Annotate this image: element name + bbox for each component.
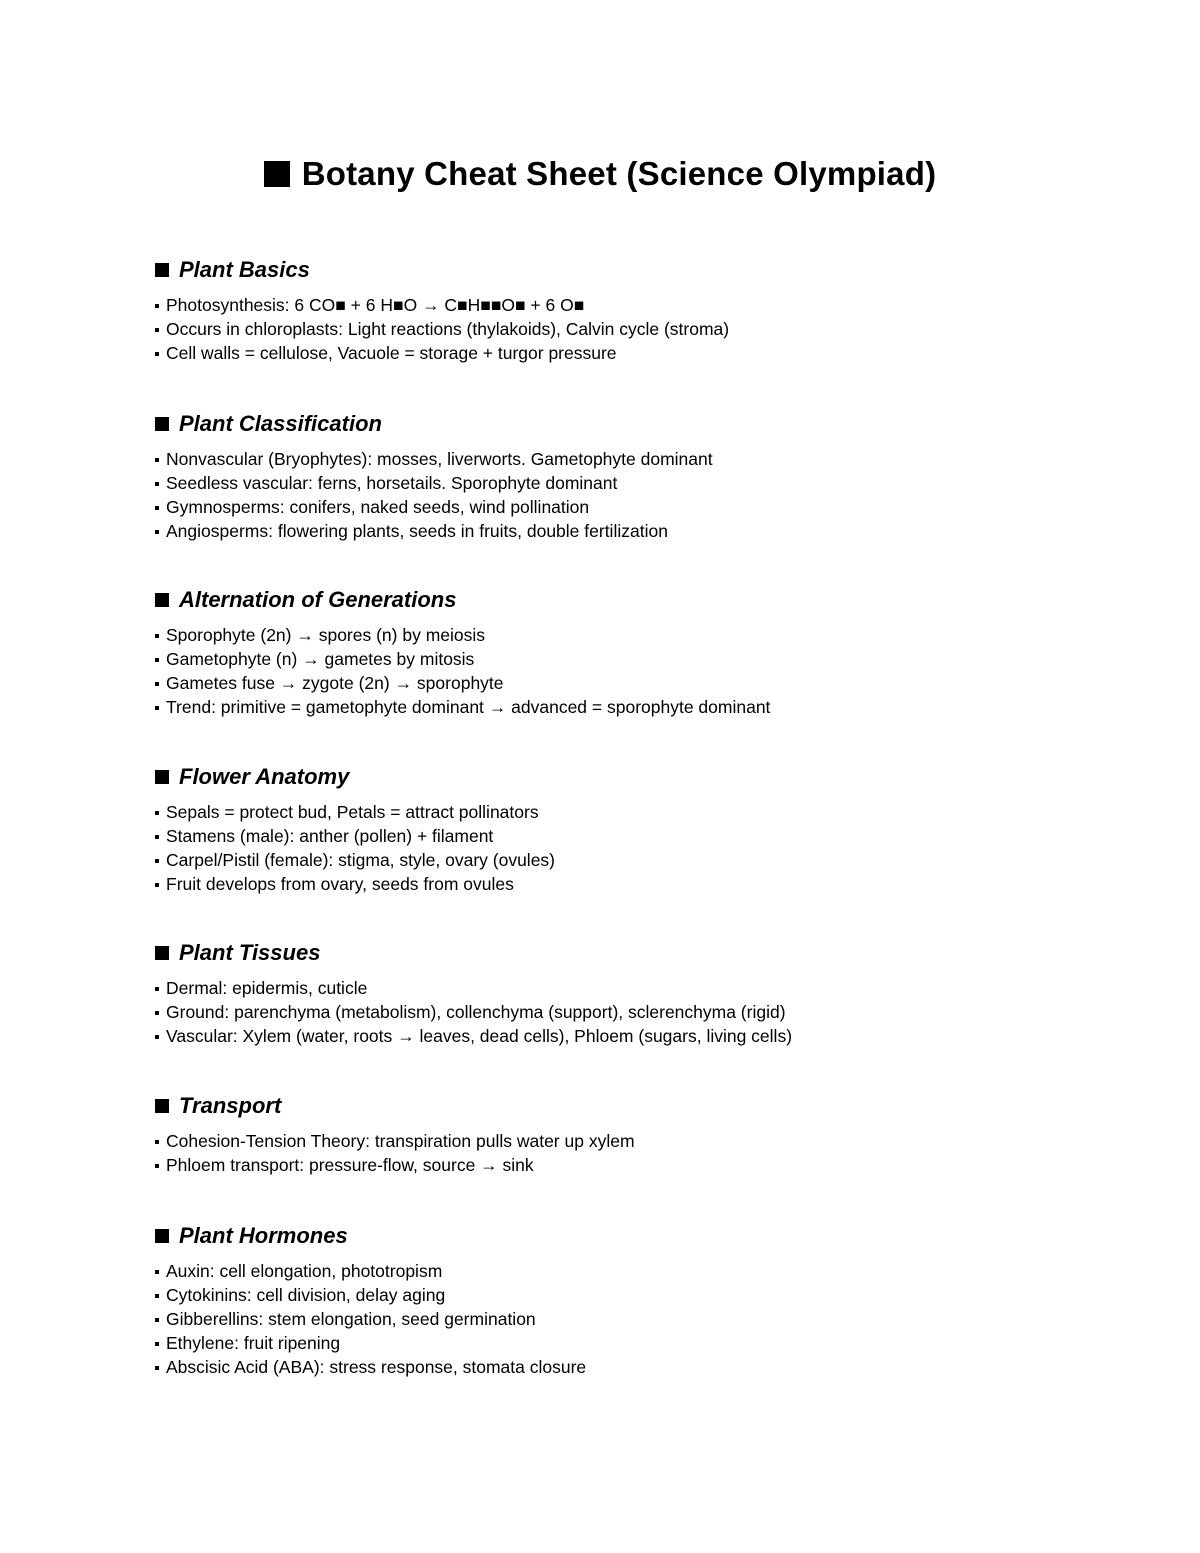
- section-alternation-of-generations: [152, 585, 1132, 719]
- list-item: Dermal: epidermis, cuticle: [152, 976, 1132, 1000]
- list-item: Auxin: cell elongation, phototropism: [152, 1259, 1132, 1283]
- list-item: Nonvascular (Bryophytes): mosses, liverworts. Gametophyte dominant: [152, 447, 1132, 471]
- list-item: Phloem transport: pressure-flow, source → sink: [152, 1153, 1132, 1177]
- list-item: Gametes fuse → zygote (2n) → sporophyte: [152, 671, 1132, 695]
- section-heading: [152, 255, 1132, 285]
- list-item: Seedless vascular: ferns, horsetails. Sporophyte dominant: [152, 471, 1132, 495]
- section-plant-tissues: [152, 938, 1132, 1048]
- square-bullet-icon: [155, 263, 169, 277]
- section-heading: [152, 938, 1132, 968]
- list-item: Fruit develops from ovary, seeds from ovules: [152, 872, 1132, 896]
- list-item: Ground: parenchyma (metabolism), collenchyma (support), sclerenchyma (rigid): [152, 1000, 1132, 1024]
- page-title: [0, 155, 1200, 193]
- list-item: Vascular: Xylem (water, roots → leaves, dead cells), Phloem (sugars, living cells): [152, 1024, 1132, 1048]
- square-bullet-icon: [155, 1099, 169, 1113]
- square-bullet-icon: [155, 770, 169, 784]
- list-item: Ethylene: fruit ripening: [152, 1331, 1132, 1355]
- square-bullet-icon: [155, 946, 169, 960]
- section-plant-hormones: [152, 1221, 1132, 1379]
- page-title-text: Botany Cheat Sheet (Science Olympiad): [301, 155, 937, 192]
- list-item: Gymnosperms: conifers, naked seeds, wind pollination: [152, 495, 1132, 519]
- square-bullet-icon: [155, 593, 169, 607]
- list-item: Sporophyte (2n) → spores (n) by meiosis: [152, 623, 1132, 647]
- square-bullet-icon: [155, 1229, 169, 1243]
- section-heading: [152, 1091, 1132, 1121]
- list-item: Cell walls = cellulose, Vacuole = storage + turgor pressure: [152, 341, 1132, 365]
- section-transport: [152, 1091, 1132, 1177]
- list-item: Carpel/Pistil (female): stigma, style, ovary (ovules): [152, 848, 1132, 872]
- section-heading: [152, 409, 1132, 439]
- section-flower-anatomy: [152, 762, 1132, 896]
- list-item: Sepals = protect bud, Petals = attract pollinators: [152, 800, 1132, 824]
- section-heading: [152, 585, 1132, 615]
- bullet-list: [152, 623, 1132, 719]
- list-item: Gametophyte (n) → gametes by mitosis: [152, 647, 1132, 671]
- bullet-list: [152, 293, 1132, 365]
- list-item: Gibberellins: stem elongation, seed germination: [152, 1307, 1132, 1331]
- square-bullet-icon: [155, 417, 169, 431]
- list-item: Cohesion-Tension Theory: transpiration pulls water up xylem: [152, 1129, 1132, 1153]
- section-heading-text: Plant Tissues: [179, 940, 321, 965]
- bullet-list: [152, 800, 1132, 896]
- section-heading-text: Plant Hormones: [179, 1223, 348, 1248]
- list-item: Stamens (male): anther (pollen) + filament: [152, 824, 1132, 848]
- section-plant-basics: [152, 255, 1132, 365]
- section-heading-text: Transport: [179, 1093, 282, 1118]
- section-plant-classification: [152, 409, 1132, 543]
- list-item: Cytokinins: cell division, delay aging: [152, 1283, 1132, 1307]
- bullet-list: [152, 1259, 1132, 1379]
- bullet-list: [152, 447, 1132, 543]
- list-item: Angiosperms: flowering plants, seeds in fruits, double fertilization: [152, 519, 1132, 543]
- bullet-list: [152, 976, 1132, 1048]
- section-heading-text: Plant Basics: [179, 257, 310, 282]
- section-heading-text: Plant Classification: [179, 411, 382, 436]
- section-heading-text: Flower Anatomy: [179, 764, 350, 789]
- list-item: Occurs in chloroplasts: Light reactions (thylakoids), Calvin cycle (stroma): [152, 317, 1132, 341]
- bullet-list: [152, 1129, 1132, 1177]
- section-heading: [152, 1221, 1132, 1251]
- title-square-icon: [264, 161, 290, 187]
- list-item: Trend: primitive = gametophyte dominant → advanced = sporophyte dominant: [152, 695, 1132, 719]
- section-heading: [152, 762, 1132, 792]
- list-item: Photosynthesis: 6 CO■ + 6 H■O → C■H■■O■ + 6 O■: [152, 293, 1132, 317]
- section-heading-text: Alternation of Generations: [179, 587, 457, 612]
- list-item: Abscisic Acid (ABA): stress response, stomata closure: [152, 1355, 1132, 1379]
